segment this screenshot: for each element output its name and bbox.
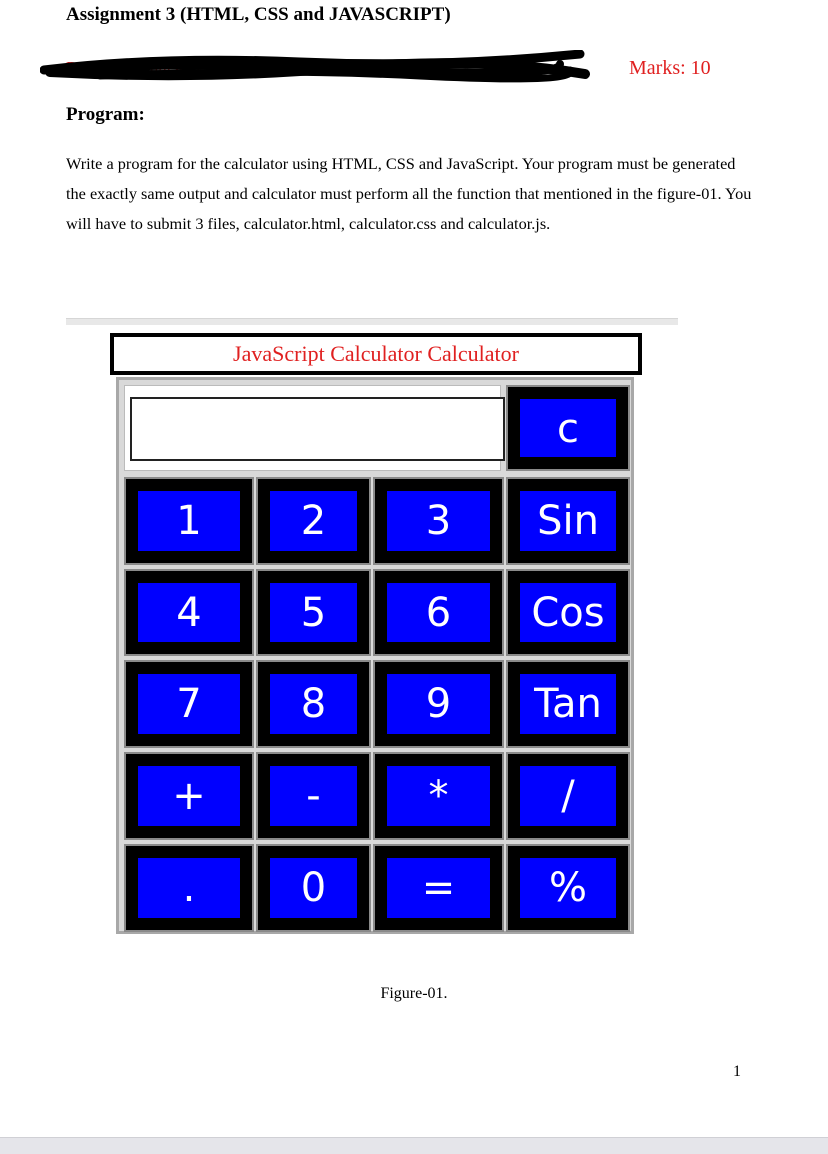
nine-button[interactable]: 9 [387, 674, 490, 734]
redaction-scribble [40, 50, 600, 90]
calculator-display[interactable] [130, 397, 505, 461]
equals-button[interactable]: = [387, 858, 490, 918]
button-cell [506, 752, 630, 840]
one-button[interactable]: 1 [138, 491, 240, 551]
six-button[interactable]: 6 [387, 583, 490, 642]
three-button[interactable]: 3 [387, 491, 490, 551]
horizontal-rule [66, 318, 678, 325]
due-date-text: Due Date: Thursday, November 12, 2020 @ 11:59 pm [66, 58, 435, 77]
button-cell [373, 569, 504, 656]
assignment-title: Assignment 3 (HTML, CSS and JAVASCRIPT) [66, 4, 451, 25]
program-heading: Program: [66, 104, 145, 125]
seven-button[interactable]: 7 [138, 674, 240, 734]
button-cell [373, 844, 504, 932]
button-cell [506, 844, 630, 932]
clear-button[interactable]: c [520, 399, 616, 457]
button-cell [124, 752, 254, 840]
button-cell [506, 660, 630, 748]
sin-button[interactable]: Sin [520, 491, 616, 551]
button-cell [124, 477, 254, 565]
button-cell [256, 660, 371, 748]
button-cell [506, 569, 630, 656]
divide-button[interactable]: / [520, 766, 616, 826]
five-button[interactable]: 5 [270, 583, 357, 642]
eight-button[interactable]: 8 [270, 674, 357, 734]
cos-button[interactable]: Cos [520, 583, 616, 642]
button-cell [256, 844, 371, 932]
button-cell [373, 752, 504, 840]
program-description: Write a program for the calculator using HTML, CSS and JavaScript. Your program must be generated the exactly same output and calculator must perform all the function that mentioned in the figure-01. You will have to submit 3 files, calculator.html, calculator.css and calculator.js. [66, 154, 752, 233]
button-cell [256, 752, 371, 840]
calculator-table [116, 377, 634, 934]
multiply-button[interactable]: * [387, 766, 490, 826]
calculator-title: JavaScript Calculator Calculator [110, 333, 642, 375]
page-number: 1 [733, 1063, 741, 1080]
button-cell [506, 477, 630, 565]
plus-button[interactable]: + [138, 766, 240, 826]
clear-cell [506, 385, 630, 471]
button-cell [256, 477, 371, 565]
minus-button[interactable]: - [270, 766, 357, 826]
button-cell [373, 660, 504, 748]
bottom-scroll-bar [0, 1137, 828, 1154]
four-button[interactable]: 4 [138, 583, 240, 642]
button-cell [373, 477, 504, 565]
marks-label: Marks: 10 [629, 57, 711, 79]
percent-button[interactable]: % [520, 858, 616, 918]
button-cell [124, 844, 254, 932]
tan-button[interactable]: Tan [520, 674, 616, 734]
button-cell [256, 569, 371, 656]
decimal-button[interactable]: . [138, 858, 240, 918]
figure-caption: Figure-01. [380, 985, 448, 1002]
button-cell [124, 569, 254, 656]
zero-button[interactable]: 0 [270, 858, 357, 918]
two-button[interactable]: 2 [270, 491, 357, 551]
button-cell [124, 660, 254, 748]
display-cell [124, 385, 501, 471]
